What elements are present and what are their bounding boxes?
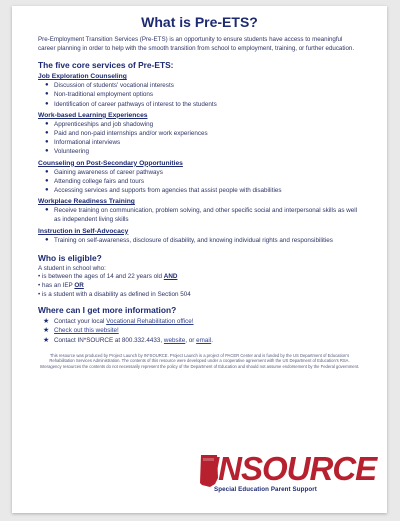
and-emphasis: AND bbox=[163, 273, 178, 281]
list-item: ● Informational interviews bbox=[45, 139, 121, 147]
service-list bbox=[38, 236, 361, 245]
website-link[interactable]: Check out this website! bbox=[54, 327, 119, 335]
list-item bbox=[43, 326, 361, 335]
service-list bbox=[38, 120, 361, 157]
bullet-icon: ● bbox=[45, 91, 49, 98]
service-label: Counseling on Post-Secondary Opportunities bbox=[38, 159, 183, 167]
star-icon: ★ bbox=[43, 336, 50, 344]
bullet-icon: ● bbox=[45, 82, 49, 89]
service-list bbox=[38, 206, 361, 224]
insource-email-link[interactable]: email bbox=[196, 336, 212, 344]
list-item: ● Volunteering bbox=[45, 148, 90, 156]
bullet-icon: ● bbox=[45, 236, 49, 243]
list-item: ● Paid and non-paid internships and/or work experiences bbox=[45, 130, 208, 137]
eligible-line: • has an IEP OR bbox=[38, 282, 84, 290]
service-label: Workplace Readiness Training bbox=[38, 198, 135, 206]
eligible-lead: A student in school who: bbox=[38, 264, 106, 272]
service-group-job-exploration bbox=[38, 72, 361, 109]
bullet-icon: ● bbox=[45, 100, 49, 107]
service-group-work-based bbox=[38, 111, 361, 157]
eligible-heading: Who is eligible? bbox=[38, 252, 102, 263]
list-item: ● Gaining awareness of career pathways bbox=[45, 168, 163, 176]
insource-website-link[interactable]: website bbox=[163, 336, 186, 344]
bullet-icon: ● bbox=[45, 207, 49, 214]
info-list bbox=[38, 317, 361, 345]
bullet-icon: ● bbox=[45, 120, 49, 127]
service-list bbox=[38, 168, 361, 196]
star-icon: ★ bbox=[43, 318, 50, 326]
list-item: ★ Contact IN*SOURCE at 800.332.4433, website, or email. bbox=[43, 336, 213, 344]
insource-logo bbox=[184, 450, 377, 497]
service-label: Work-based Learning Experiences bbox=[38, 111, 148, 119]
service-label: Job Exploration Counseling bbox=[38, 73, 127, 81]
star-icon: ★ bbox=[43, 327, 50, 335]
eligible-line: • is between the ages of 14 and 22 years old AND bbox=[38, 273, 178, 281]
bullet-icon: ● bbox=[45, 177, 49, 184]
list-item: ● Apprenticeships and job shadowing bbox=[45, 120, 154, 128]
intro-paragraph: Pre-Employment Transition Services (Pre-ETS) is an opportunity to ensure students have access to meaningful career planning in order to help with the smooth transition from school to employment, training, or further education. bbox=[38, 36, 355, 52]
page-title: What is Pre-ETS? bbox=[141, 14, 258, 30]
bullet-icon: ● bbox=[45, 168, 49, 175]
list-item: ● Accessing services and supports from agencies that assist people with disabilities bbox=[45, 187, 282, 195]
service-label: Instruction in Self-Advocacy bbox=[38, 227, 129, 235]
service-list bbox=[38, 81, 361, 109]
service-group-workplace-readiness bbox=[38, 197, 361, 224]
list-item: ● Identification of career pathways of interest to the students bbox=[45, 100, 217, 108]
list-item: ● Attending college fairs and tours bbox=[45, 177, 144, 185]
bullet-icon: ● bbox=[45, 139, 49, 146]
footer-disclaimer: This resource was produced by Project Launch by IN*SOURCE. Project Launch is a project of PACER Center and is funded by the US Department of Education's Rehabilitation Services Administration. The contents of this resource were developed under a cooperative agreement with the US Department of Education's RSA. Interagency resources the contents do not necessarily represent the policy of the Department of Education and should not assume endorsement by the Federal government. bbox=[39, 352, 360, 369]
bullet-icon: ● bbox=[45, 148, 49, 155]
bullet-icon: ● bbox=[45, 187, 49, 194]
list-item: ● Training on self-awareness, disclosure of disability, and knowing individual rights and responsibilities bbox=[45, 236, 333, 244]
document-page bbox=[12, 6, 387, 513]
service-group-self-advocacy bbox=[38, 227, 361, 245]
vr-office-link[interactable]: Vocational Rehabilitation office! bbox=[106, 318, 194, 326]
list-item: ● Receive training on communication, problem solving, and other specific social and interpersonal skills as well as independent living skills bbox=[45, 207, 358, 224]
list-item: ★ Contact your local Vocational Rehabilitation office! bbox=[43, 318, 194, 326]
logo-wordmark: INSOURCE bbox=[210, 450, 377, 487]
service-group-post-secondary bbox=[38, 159, 361, 196]
list-item: ● Non-traditional employment options bbox=[45, 91, 154, 99]
logo-tagline: Special Education Parent Support bbox=[214, 486, 317, 493]
info-heading: Where can I get more information? bbox=[38, 305, 177, 316]
or-emphasis: OR bbox=[74, 282, 84, 290]
services-heading: The five core services of Pre-ETS: bbox=[38, 60, 174, 71]
list-item: ● Discussion of students' vocational interests bbox=[45, 82, 174, 90]
bullet-icon: ● bbox=[45, 130, 49, 136]
eligible-line: • is a student with a disability as defined in Section 504 bbox=[38, 290, 191, 298]
